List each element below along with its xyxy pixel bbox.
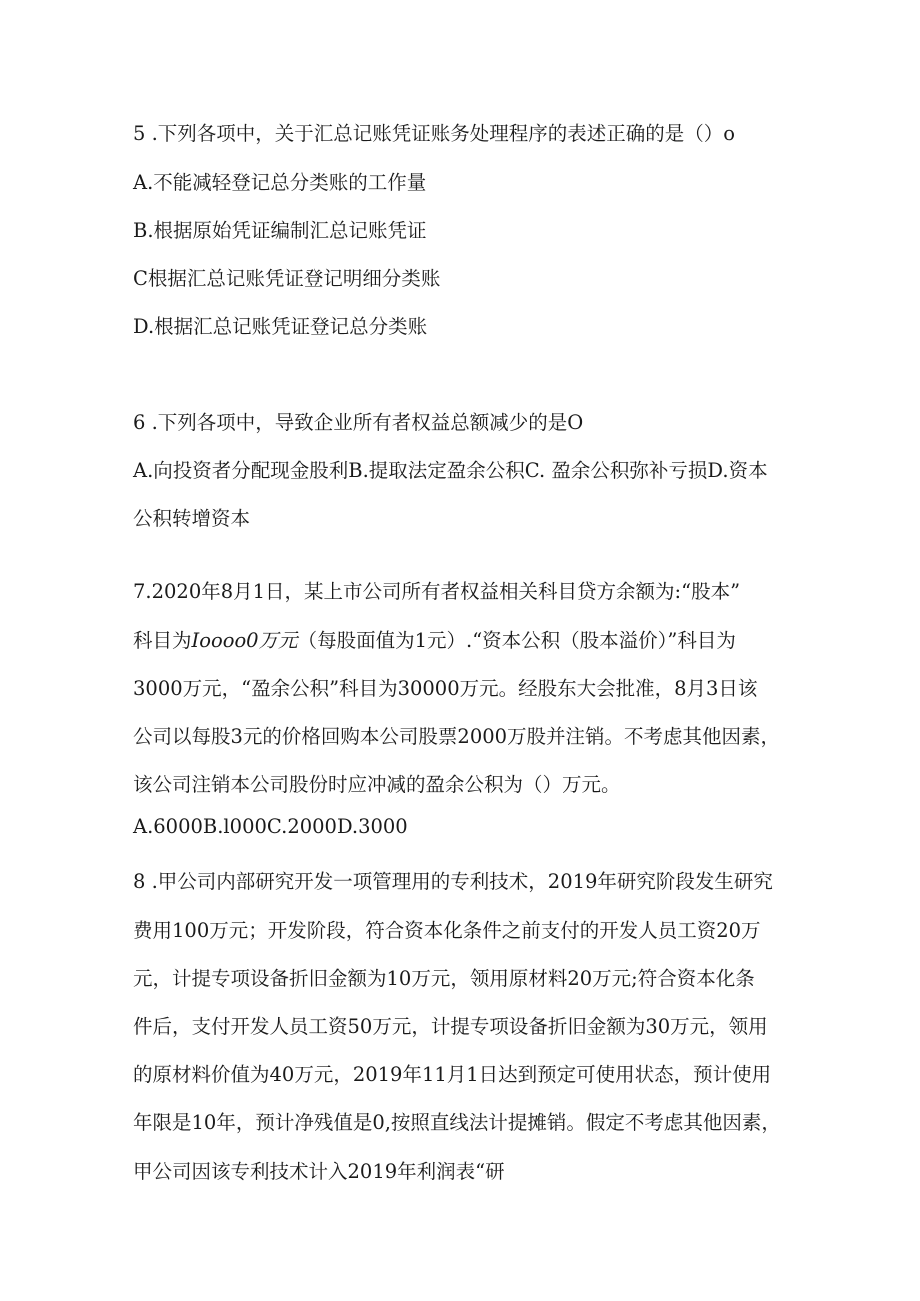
question-5-option-c: C根据汇总记账凭证登记明细分类账 [133, 267, 441, 290]
question-7-line-2-italic: Ioooo0万元 [191, 629, 298, 652]
question-7-line-2-pre: 科目为 [133, 629, 192, 652]
question-8-line-4: 件后，支付开发人员工资50万元，计提专项设备折旧金额为30万元，领用 [133, 1015, 768, 1038]
question-8-line-2: 费用100万元；开发阶段，符合资本化条件之前支付的开发人员工资20万 [133, 919, 761, 942]
question-7-line-2 [133, 629, 736, 653]
question-5-option-b: B.根据原始凭证编制汇总记账凭证 [133, 219, 427, 242]
question-5-option-a: A.不能减轻登记总分类账的工作量 [133, 171, 427, 194]
question-6-options-line-2: 公积转增资本 [133, 507, 251, 530]
question-8-line-3: 元，计提专项设备折旧金额为10万元，领用原材料20万元;符合资本化条 [133, 967, 755, 990]
question-7-line-5: 该公司注销本公司股份时应冲减的盈余公积为（）万元。 [133, 773, 621, 796]
question-8-line-5: 的原材料价值为40万元，2019年11月1日达到预定可使用状态，预计使用 [133, 1063, 772, 1086]
question-5-stem: 5 .下列各项中，关于汇总记账凭证账务处理程序的表述正确的是（）o [133, 122, 736, 145]
question-7-line-1: 7.2020年8月1日，某上市公司所有者权益相关科目贷方余额为:“股本” [133, 580, 741, 603]
question-6-options-line-1: A.向投资者分配现金股利B.提取法定盈余公积C. 盈余公积弥补亏损D.资本 [133, 459, 768, 482]
question-8-line-7: 甲公司因该专利技术计入2019年利润表“研 [133, 1160, 505, 1183]
question-7-line-4: 公司以每股3元的价格回购本公司股票2000万股并注销。不考虑其他因素， [133, 725, 781, 748]
question-8-line-1: 8 .甲公司内部研究开发一项管理用的专利技术，2019年研究阶段发生研究 [133, 870, 773, 893]
question-7-line-3: 3000万元，“盈余公积”科目为30000万元。经股东大会批准，8月3日该 [133, 677, 758, 700]
question-8-line-6: 年限是10年，预计净残值是0,按照直线法计提摊销。假定不考虑其他因素， [133, 1111, 781, 1134]
question-6-stem: 6 .下列各项中，导致企业所有者权益总额减少的是O [133, 411, 584, 434]
question-7-options: A.6000B.l000C.2000D.3000 [133, 815, 408, 838]
question-5-option-d: D.根据汇总记账凭证登记总分类账 [133, 315, 428, 338]
question-7-line-2-post: （每股面值为1元）.“资本公积（股本溢价）”科目为 [297, 629, 736, 652]
